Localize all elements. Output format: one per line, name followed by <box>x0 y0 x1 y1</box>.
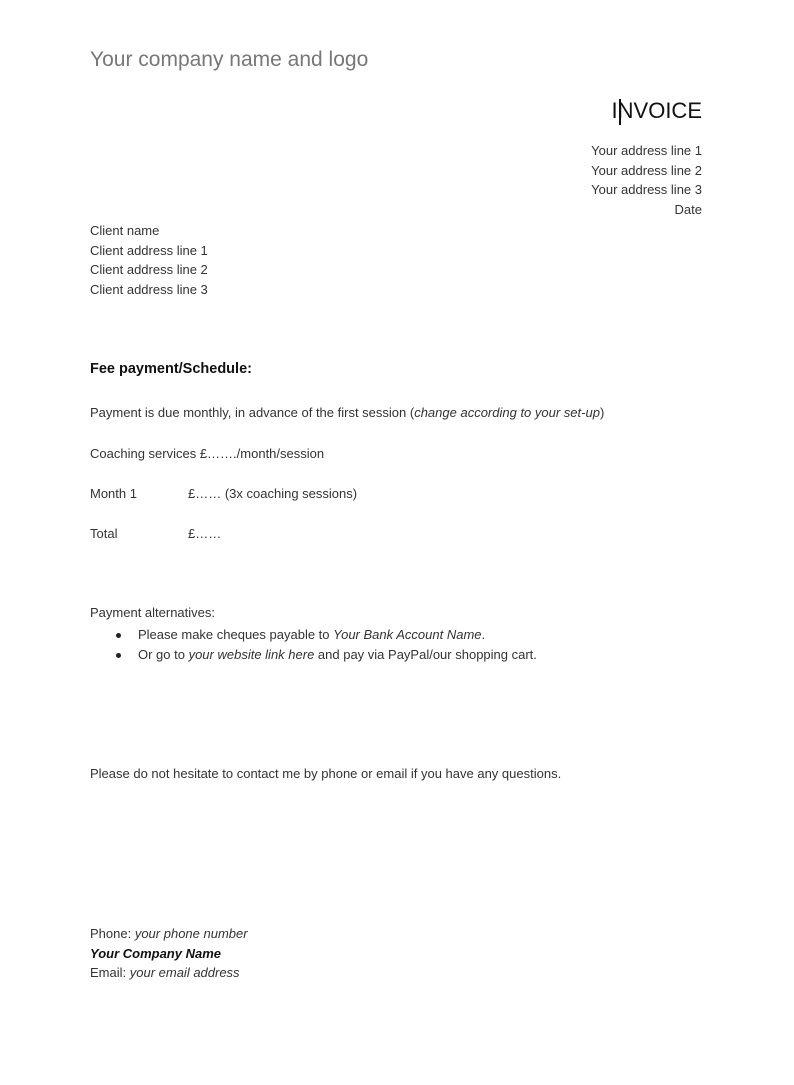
client-address-line-3: Client address line 3 <box>90 281 208 297</box>
contact-note: Please do not hesitate to contact me by phone or email if you have any questions. <box>90 766 562 781</box>
sender-address-line-1: Your address line 1 <box>591 143 702 158</box>
sender-address-line-3: Your address line 3 <box>591 182 702 197</box>
client-address-line-2: Client address line 2 <box>90 262 208 277</box>
fee-schedule-heading: Fee payment/Schedule: <box>90 361 252 377</box>
list-item <box>0 625 537 645</box>
email-label: Email: <box>90 965 130 980</box>
bullet-icon <box>116 653 121 658</box>
payment-alternatives-heading: Payment alternatives: <box>90 605 216 620</box>
website-prefix: Or go to <box>138 647 189 662</box>
email-value: your email address <box>129 965 240 980</box>
month-label: Month 1 <box>90 486 137 501</box>
phone-value: your phone number <box>134 926 248 941</box>
client-block <box>90 221 208 299</box>
invoice-date: Date <box>674 201 702 217</box>
website-link-placeholder: your website link here <box>188 647 315 662</box>
sender-address-line-2: Your address line 2 <box>591 162 702 178</box>
phone-line <box>90 924 248 944</box>
cheque-prefix: Please make cheques payable to <box>138 627 334 642</box>
cheque-suffix: . <box>481 627 486 642</box>
payment-alternatives-list <box>0 625 537 665</box>
footer-company-name: Your Company Name <box>90 945 221 961</box>
payment-note-end: ) <box>599 405 605 420</box>
client-name: Client name <box>90 223 160 238</box>
client-address-line-1: Client address line 1 <box>90 242 208 258</box>
payment-note <box>90 405 604 420</box>
total-label: Total <box>90 526 118 541</box>
company-name-placeholder: Your company name and logo <box>90 48 369 71</box>
payment-note-text: Payment is due monthly, in advance of the first session ( <box>90 405 415 420</box>
footer-block <box>90 924 248 983</box>
website-suffix: and pay via PayPal/our shopping cart. <box>314 647 537 662</box>
total-value: £…… <box>188 526 222 541</box>
bank-account-name: Your Bank Account Name <box>333 627 482 642</box>
coaching-services-line: Coaching services £……./month/session <box>90 446 325 461</box>
invoice-title: INVOICE <box>611 98 702 123</box>
month-value: £…… (3x coaching sessions) <box>188 486 358 501</box>
phone-label: Phone: <box>90 926 135 941</box>
payment-note-italic: change according to your set-up <box>414 405 600 420</box>
list-item <box>0 645 537 665</box>
email-line <box>90 963 248 983</box>
sender-address-block <box>591 141 702 219</box>
bullet-icon <box>116 633 121 638</box>
